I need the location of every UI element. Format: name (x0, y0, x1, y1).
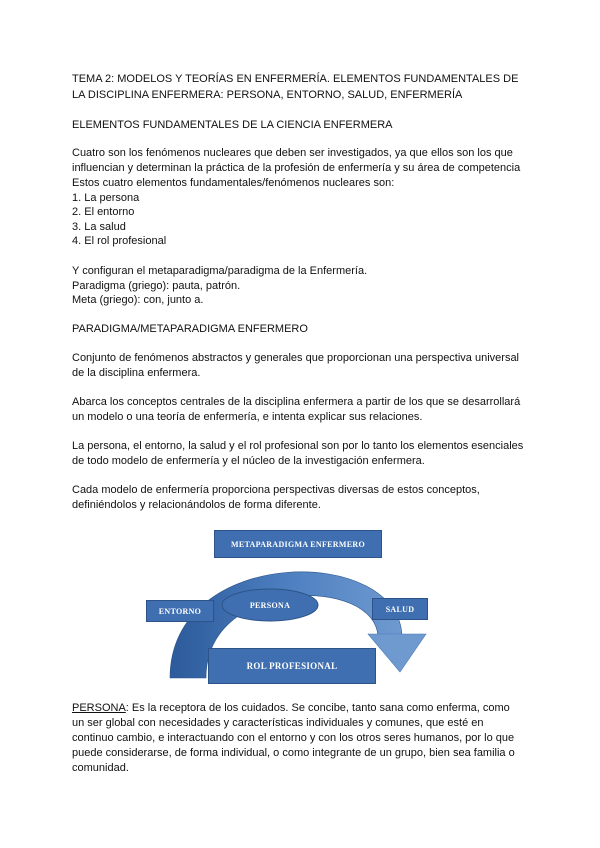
arrow-head (368, 634, 426, 672)
persona-paragraph-line-1 (72, 701, 510, 716)
paragraph-line: La persona, el entorno, la salud y el rol profesional son por lo tanto los elementos esenciales (72, 440, 524, 452)
paragraph-line: influencian y determinan la práctica de la profesión de enfermería y su área de competencia (72, 162, 521, 174)
metaparadigma-box (214, 530, 382, 558)
metaparadigm-diagram (140, 526, 440, 686)
doc-title-line-2: LA DISCIPLINA ENFERMERA: PERSONA, ENTORNO, SALUD, ENFERMERÍA (72, 89, 463, 101)
paragraph-line: de todo modelo de enfermería y el núcleo de la investigación enfermera. (72, 455, 425, 467)
entorno-box (146, 600, 214, 622)
rol-profesional-label: ROL PROFESIONAL (246, 661, 338, 671)
paragraph-line: Estos cuatro elementos fundamentales/fenómenos nucleares son: (72, 177, 395, 189)
persona-box (232, 596, 308, 614)
salud-label: SALUD (385, 604, 415, 614)
paragraph-line: continuo cambio, e interactuando con el entorno y con los otros seres humanos, por lo que (72, 732, 515, 744)
paragraph-line: Cuatro son los fenómenos nucleares que deben ser investigados, ya que ellos son los que (72, 147, 513, 159)
paragraph-line: Conjunto de fenómenos abstractos y generales que proporcionan una perspectiva universal (72, 352, 520, 364)
section-heading-elementos: ELEMENTOS FUNDAMENTALES DE LA CIENCIA ENFERMERA (72, 119, 393, 131)
paragraph-line: Meta (griego): con, junto a. (72, 294, 204, 306)
paragraph-line: Paradigma (griego): pauta, patrón. (72, 280, 241, 292)
rol-profesional-box (208, 648, 376, 684)
paragraph-line: Y configuran el metaparadigma/paradigma de la Enfermería. (72, 265, 368, 277)
list-item: 4. El rol profesional (72, 235, 167, 247)
metaparadigma-label: METAPARADIGMA ENFERMERO (231, 539, 365, 549)
list-item: 1. La persona (72, 192, 140, 204)
salud-box (372, 598, 428, 620)
paragraph-line: comunidad. (72, 762, 129, 774)
entorno-label: ENTORNO (158, 606, 202, 616)
paragraph-line: un modelo o una teoría de enfermería, e intenta explicar sus relaciones. (72, 411, 423, 423)
section-heading-paradigma: PARADIGMA/METAPARADIGMA ENFERMERO (72, 323, 308, 335)
list-item: 2. El entorno (72, 206, 135, 218)
paragraph-line: un ser global con necesidades y características individuales y comunes, que esté en (72, 717, 484, 729)
paragraph-line: Abarca los conceptos centrales de la disciplina enfermera a partir de los que se desarrollará (72, 396, 521, 408)
persona-definition-start: : Es la receptora de los cuidados. Se concibe, tanto sana como enferma, como (125, 702, 510, 714)
persona-label: PERSONA (249, 600, 291, 610)
paragraph-line: de la disciplina enfermera. (72, 367, 201, 379)
list-item: 3. La salud (72, 221, 126, 233)
paragraph-line: Cada modelo de enfermería proporciona perspectivas diversas de estos conceptos, (72, 484, 480, 496)
doc-title-line-1: TEMA 2: MODELOS Y TEORÍAS EN ENFERMERÍA. ELEMENTOS FUNDAMENTALES DE (72, 73, 519, 85)
persona-term: PERSONA (72, 702, 126, 714)
paragraph-line: definiéndolos y relacionándolos de forma diferente. (72, 499, 321, 511)
paragraph-line: puede considerarse, de forma individual, o como integrante de un grupo, bien sea familia o (72, 747, 515, 759)
